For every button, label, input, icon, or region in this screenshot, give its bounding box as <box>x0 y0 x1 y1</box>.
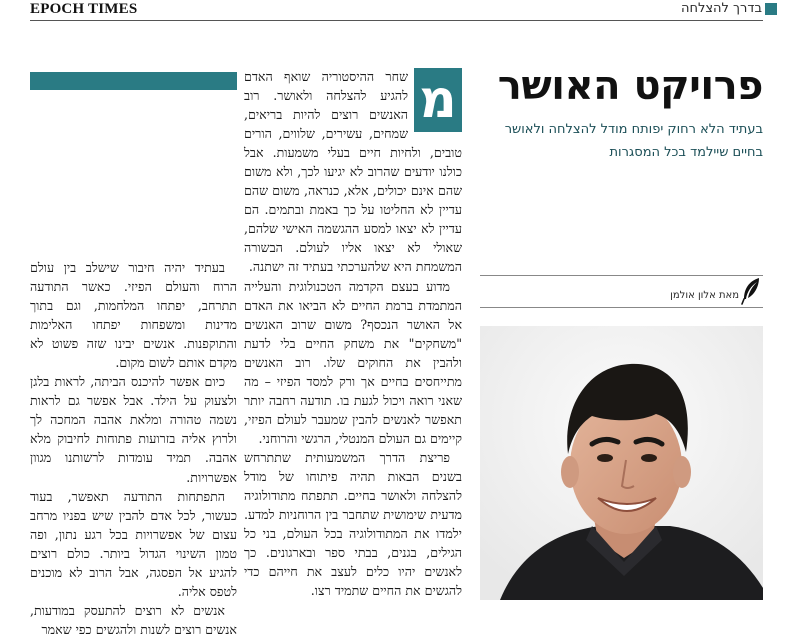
section-marker-square <box>765 3 777 15</box>
column-accent-bar <box>30 72 237 90</box>
body-paragraph: בעתיד יהיה חיבור שישלב בין עולם הרוח והעולם הפיזי. כאשר התודעה תתרחב, יפתחו המלחמות, וגם בתוך מדינות ומשפחות יפתחו האלימות והתוקפנות. אנשים יבינו שזה פשוט לא מקדם אותם לשום מקום. <box>30 260 237 371</box>
body-paragraph: התפתחות התודעה תאפשר, בעוד כעשור, לכל אדם להבין שיש בפניו מרחב עצום של אפשרויות בכל רגע נתון, ופה טמון השינוי הגדול ביותר. כולם רוצים להגיע אל הפסגה, אבל הרוב לא מוכנים לטפס אליה. <box>30 488 237 599</box>
drop-cap-spacer <box>414 67 462 131</box>
body-paragraph: שחר ההיסטוריה שואף האדם להגיע להצלחה ולאושר. רוב האנשים רוצים להיות בריאים, שמחים, עשירים, שלווים, הורים טובים, ולחיות חיים בעלי משמעות. אבל כולנו יודעים שהרוב לא יגיעו לכך, ולא משום שהם אינם יכולים, אלא, כנראה, משום שהם עדיין לא החליטו על כך באמת ובתמים. הם עדיין לא יצאו למסע ההגשמה האישי שלהם, שאולי לא יצאו אליו לעולם. הבשורה המשמחת היא שלהערכתי בעתיד זה ישתנה. <box>244 69 462 275</box>
article-headline: פרויקט האושר <box>497 63 763 109</box>
body-column-middle <box>244 67 462 600</box>
body-paragraph: אנשים לא רוצים להתעסק במודעות, אנשים רוצים לשנות ולהגשים כפי שאמר <box>30 602 237 637</box>
body-paragraph: כיום אפשר להיכנס הביתה, לראות בלגן ולצעוק על הילד. אבל אפשר גם לראות נשמה טהורה ומלאת אהבה המחכה לך ולרוץ אליה בזרועות פתוחות לחיבוק מלא אהבה. תמיד עומדות לרשותנו מגוון אפשרויות. <box>30 374 237 485</box>
drop-cap: מ <box>414 68 462 132</box>
article-subtitle: בעתיד הלא רחוק יפותח מודל להצלחה ולאושר בחיים שיילמד בכל המסגרות <box>504 122 763 160</box>
portrait-illustration <box>480 326 763 600</box>
section-tag: בדרך להצלחה <box>680 1 762 16</box>
author-divider-bottom <box>480 307 763 308</box>
body-paragraph: פריצת הדרך המשמעותית שתתרחש בשנים הבאות תהיה פיתוחו של מודל להצלחה ולאושר בחיים. תתפתח מתודולוגיה מדעית שימושית שתחבר בין הרוחניות למדע. ילמדו את המתודולוגיה בכל העולם, בני כל הגילים, בגנים, בבתי ספר ובארגונים. כך לאנשים יהיו כלים לעצב את חייהם כדי להגשים את החיים שתמיד רצו. <box>244 449 462 599</box>
body-column-left <box>30 258 237 637</box>
author-divider-top <box>480 275 763 276</box>
body-paragraph: מדוע בעצם הקדמה הטכנולוגית והעלייה המתמדת ברמת החיים לא הביאו את האדם אל האושר הנכסף? משום שרוב האנשים "משחקים" את משחק החיים בלי לדעת ולהבין את החוקים שלו. רוב האנשים מתייחסים בחיים אך ורק למסד הפיזי – מה שאני רואה ויכול לגעת בו. תודעה רחבה יותר תאפשר לאנשים להבין שמעבר לעולם הפיזי, קיימים גם העולם המנטלי, הרגשי והרוחני. <box>244 278 462 446</box>
header-divider <box>30 20 763 21</box>
article-author: מאת אלון אולמן <box>670 290 739 301</box>
masthead-name[interactable]: EPOCH TIMES <box>30 1 138 17</box>
author-portrait-photo <box>480 326 763 600</box>
feather-quill-icon <box>740 277 762 305</box>
